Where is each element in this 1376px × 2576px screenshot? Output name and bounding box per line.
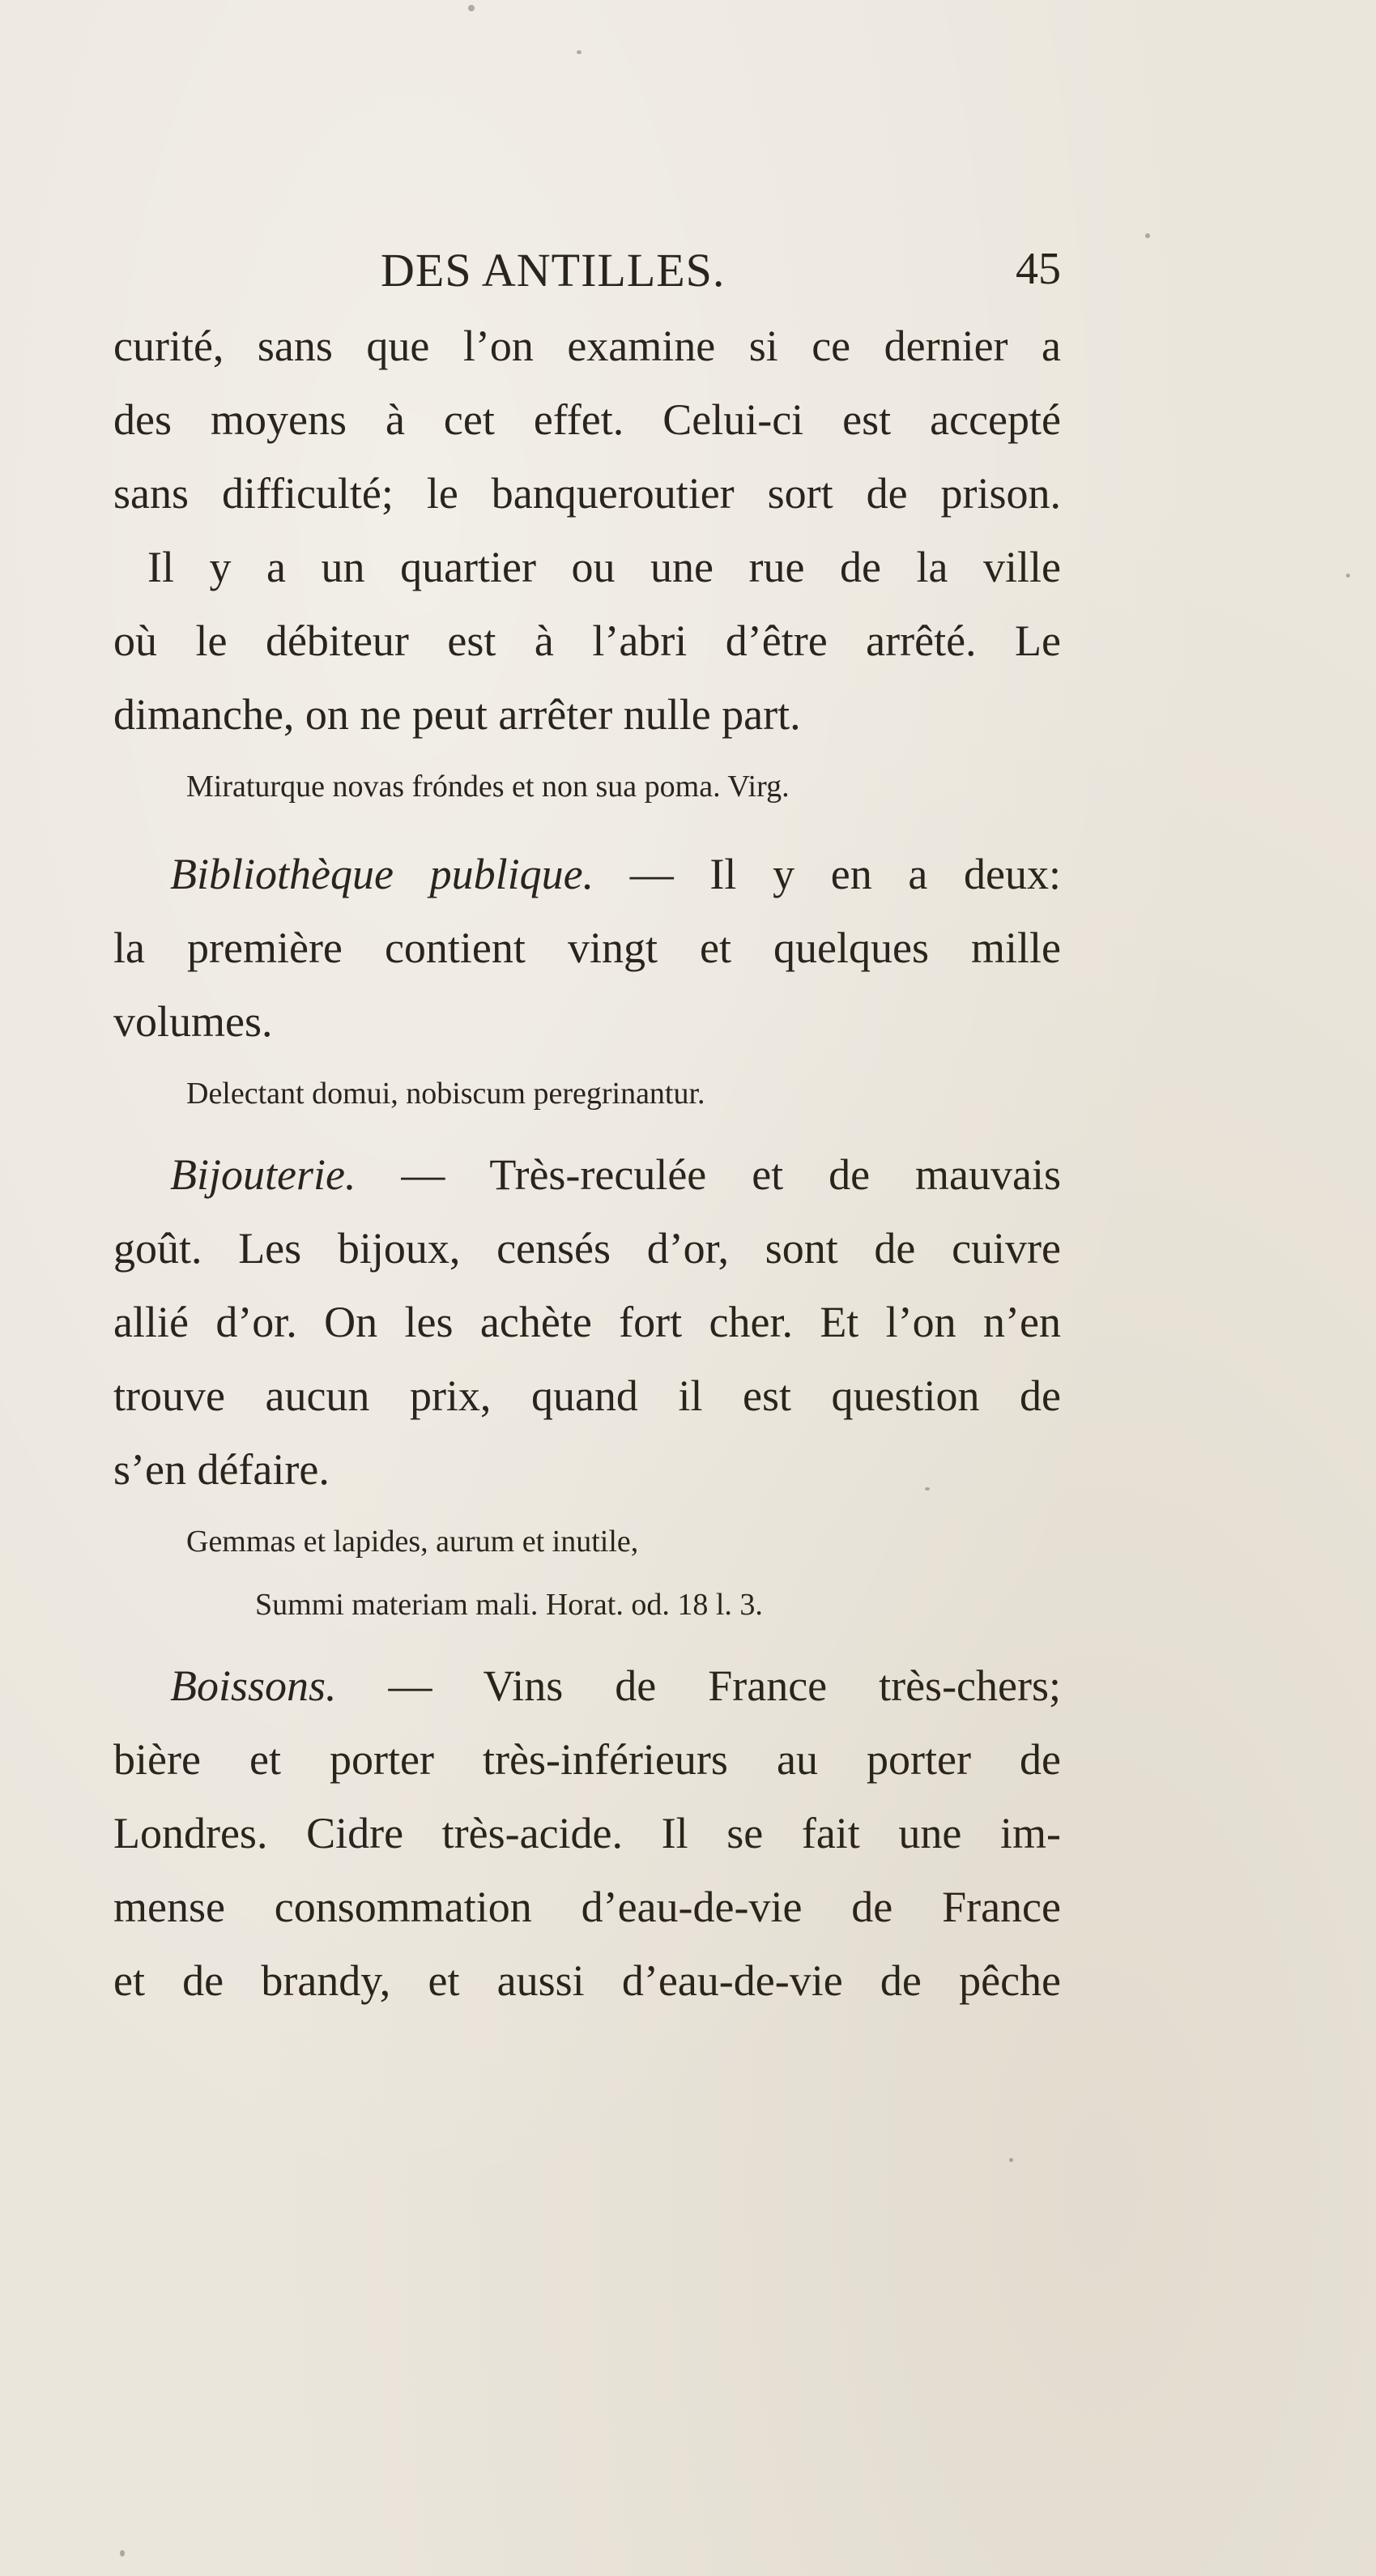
- text-line: volumes.: [113, 997, 273, 1046]
- main-text: [113, 309, 1061, 2018]
- epigraph-quote: Miraturque novas fróndes et non sua poma. Virg.: [186, 770, 790, 804]
- text-line: allié d’or. On les achète fort cher. Et l’on n’en: [113, 1298, 1061, 1346]
- epigraph-quote: Delectant domui, nobiscum peregrinantur.: [186, 1077, 705, 1111]
- paper-speck: [1346, 574, 1350, 578]
- running-head: DES ANTILLES.: [381, 244, 726, 296]
- page-header: [113, 243, 1061, 300]
- text-line: et de brandy, et aussi d’eau-de-vie de pêche: [113, 1956, 1061, 2005]
- text-line: bière et porter très-inférieurs au porter de: [113, 1735, 1061, 1784]
- text-line: curité, sans que l’on examine si ce dernier a: [113, 322, 1061, 370]
- paper-speck: [577, 50, 581, 54]
- paper-speck: [1145, 233, 1150, 238]
- section-bijouterie-first-line: [113, 1138, 1061, 1212]
- text-fragment: — Vins de France très-chers;: [336, 1661, 1061, 1710]
- text-line: trouve aucun prix, quand il est question de: [113, 1371, 1061, 1420]
- section-heading: Bijouterie.: [170, 1150, 356, 1199]
- section-boissons-first-line: [113, 1649, 1061, 1723]
- text-fragment: — Très-reculée et de mauvais: [356, 1150, 1061, 1199]
- paper-speck: [120, 2550, 125, 2557]
- text-fragment: — Il y en a deux:: [594, 850, 1061, 898]
- paper-speck: [1009, 2158, 1013, 2162]
- text-line: s’en défaire.: [113, 1445, 330, 1494]
- text-line: Il y a un quartier ou une rue de la ville: [147, 543, 1061, 591]
- text-line: sans difficulté; le banqueroutier sort de prison.: [113, 469, 1061, 518]
- text-line: Londres. Cidre très-acide. Il se fait une im-: [113, 1809, 1061, 1857]
- section-heading: Boissons.: [170, 1661, 337, 1710]
- epigraph-quote: Summi materiam mali. Horat. od. 18 l. 3.: [255, 1588, 763, 1622]
- paper-speck: [468, 5, 475, 11]
- text-line: dimanche, on ne peut arrêter nulle part.: [113, 690, 801, 739]
- text-line: où le débiteur est à l’abri d’être arrêté. Le: [113, 616, 1061, 665]
- page-number: 45: [1016, 244, 1061, 294]
- text-line: la première contient vingt et quelques mille: [113, 923, 1061, 972]
- text-line: mense consommation d’eau-de-vie de France: [113, 1883, 1061, 1931]
- text-line: des moyens à cet effet. Celui-ci est accepté: [113, 395, 1061, 444]
- text-line: goût. Les bijoux, censés d’or, sont de cuivre: [113, 1224, 1061, 1273]
- section-bibliotheque-first-line: [113, 838, 1061, 911]
- section-heading: Bibliothèque publique.: [170, 850, 594, 898]
- epigraph-quote: Gemmas et lapides, aurum et inutile,: [186, 1525, 639, 1559]
- paper-speck: [925, 1487, 930, 1491]
